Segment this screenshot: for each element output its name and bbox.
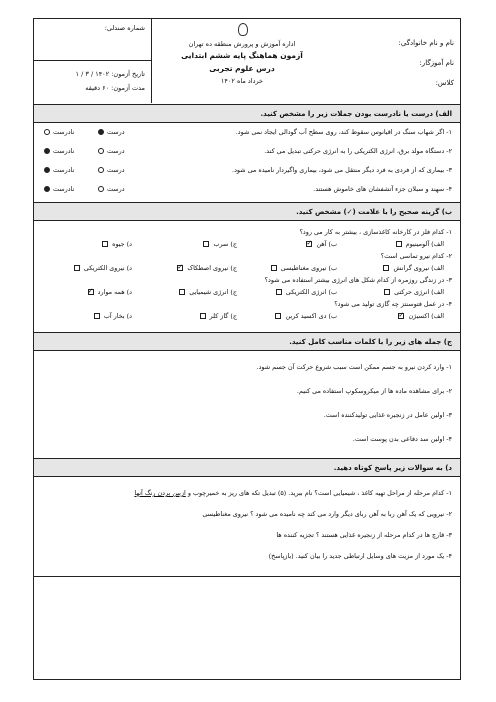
- true-option[interactable]: [98, 123, 125, 142]
- mcq-option[interactable]: [384, 286, 444, 299]
- question-text: ۲- دستگاه مولد برق، انرژی الکتریکی را به انرژی حرکتی تبدیل می کند.: [264, 147, 452, 155]
- short-answer-question: [34, 525, 460, 546]
- option-label: د) همه موارد: [97, 288, 132, 296]
- teacher-label: نام آموزگار:: [419, 59, 454, 67]
- question-rest: است.: [323, 411, 342, 419]
- subject-title: درس علوم تجربی: [209, 64, 275, 73]
- true-option[interactable]: [98, 161, 125, 180]
- mcq-options: [34, 310, 452, 323]
- fill-in-question: [34, 403, 460, 427]
- section-d-body: [34, 477, 460, 577]
- mcq-option[interactable]: [383, 262, 444, 275]
- option-label: ب) آهن: [316, 240, 337, 248]
- question-text: ۳- بیماری که از فردی به فرد دیگر منتقل می شود، بیماری واگیردار نامیده می شود.: [232, 166, 452, 174]
- mcq-options: [34, 262, 452, 275]
- exam-date-duration: [34, 61, 151, 95]
- mcq-option[interactable]: [102, 238, 132, 251]
- option-checkbox[interactable]: [276, 289, 282, 295]
- radio-false[interactable]: [44, 129, 50, 135]
- emblem-icon: [235, 23, 249, 35]
- question-text: ۲- نیرویی که یک آهن ربا به آهن ربای دیگر وارد می کند چه نامیده می شود ؟ نیروی مغناطیسی: [202, 510, 452, 518]
- answer-word[interactable]: تولیدکننده: [341, 411, 368, 419]
- short-answer-question: [34, 546, 460, 567]
- mcq-option[interactable]: [200, 310, 238, 323]
- true-false-question: [34, 180, 460, 199]
- option-checkbox[interactable]: [102, 241, 108, 247]
- option-checkbox[interactable]: [177, 265, 183, 271]
- mcq-option[interactable]: [177, 262, 237, 275]
- option-checkbox[interactable]: [203, 241, 209, 247]
- question-text: ۱- کدام مرحله از مراحل تهیه کاغذ ، شیمیایی است؟ نام ببرید. (۵) تبدیل تکه های ریز به خمیرچوب و: [185, 489, 452, 497]
- option-checkbox[interactable]: [200, 313, 206, 319]
- option-label: ج) سرب: [213, 240, 237, 248]
- exam-meta: [34, 19, 152, 103]
- mcq-options: [34, 238, 452, 251]
- true-label: درست: [107, 185, 125, 193]
- fill-in-question: [34, 427, 460, 451]
- section-b-title: ب) گزینه صحیح را با علامت (✓) مشخص کنید.: [34, 203, 460, 221]
- exam-duration: مدت آزمون: ۶۰ دقیقه: [85, 84, 145, 92]
- question-text: ۲- برای مشاهده ماده ها از: [379, 387, 452, 395]
- option-label: الف) اکسیژن: [408, 312, 444, 320]
- mcq-option[interactable]: [271, 262, 337, 275]
- false-label: نادرست: [53, 185, 75, 193]
- option-checkbox[interactable]: [179, 289, 185, 295]
- option-label: الف) انرژی حرکتی: [394, 288, 444, 296]
- question-text: ۴- سهند و سبلان جزء آتشفشان های خاموش هستند.: [313, 185, 452, 193]
- question-rest: است.: [352, 435, 371, 443]
- false-option[interactable]: [44, 142, 74, 161]
- exam-sheet: [33, 18, 461, 680]
- radio-true[interactable]: [98, 167, 104, 173]
- true-label: درست: [107, 128, 125, 136]
- option-checkbox[interactable]: [383, 265, 389, 271]
- option-checkbox[interactable]: [384, 289, 390, 295]
- option-checkbox[interactable]: [306, 241, 312, 247]
- fill-in-question: [34, 379, 460, 403]
- true-false-question: [34, 142, 460, 161]
- exam-title: آزمون هماهنگ پایه ششم ابتدایی: [181, 51, 303, 60]
- option-label: ج) گاز کلر: [209, 312, 237, 320]
- question-text: ۳- اولین عامل در زنجیره غذایی: [367, 411, 452, 419]
- name-label: نام و نام خانوادگی:: [398, 39, 454, 47]
- exam-titles: [154, 23, 330, 86]
- mcq-options: [34, 286, 452, 299]
- option-checkbox[interactable]: [88, 289, 94, 295]
- question-text: ۴- اولین سد دفاعی بدن: [386, 435, 452, 443]
- radio-false[interactable]: [44, 186, 50, 192]
- mcq-question: ۲- کدام نیرو تماسی است؟: [380, 252, 452, 260]
- seat-label: شماره صندلی:: [104, 24, 145, 32]
- true-label: درست: [107, 147, 125, 155]
- mcq-option[interactable]: [74, 262, 132, 275]
- radio-false[interactable]: [44, 148, 50, 154]
- section-b-body: [34, 221, 460, 333]
- fill-in-question: [34, 355, 460, 379]
- section-a-title: الف) درست یا نادرست بودن جملات زیر را مشخص کنید.: [34, 105, 460, 123]
- mcq-option[interactable]: [88, 286, 132, 299]
- exam-date: تاریخ آزمون: ۱۴۰۲ / ۳ / ۱: [75, 70, 145, 78]
- mcq-option[interactable]: [179, 286, 237, 299]
- false-option[interactable]: [44, 161, 74, 180]
- class-label: کلاس:: [435, 79, 454, 87]
- mcq-question: ۱- کدام فلز در کارخانه کاغذسازی ، بیشتر به کار می رود؟: [299, 228, 452, 236]
- option-label: د) نیروی الکتریکی: [83, 264, 132, 272]
- option-label: ب) انرژی الکتریکی: [285, 288, 337, 296]
- option-label: ب) دی اکسید کربن: [285, 312, 337, 320]
- exam-month: خرداد ماه ۱۴۰۲: [220, 77, 264, 85]
- option-label: د) جیوه: [112, 240, 132, 248]
- false-option[interactable]: [44, 123, 74, 142]
- option-label: ب) نیروی مغناطیسی: [280, 264, 337, 272]
- question-rest: استفاده می کنیم.: [296, 387, 346, 395]
- false-label: نادرست: [53, 128, 75, 136]
- mcq-option[interactable]: [275, 310, 337, 323]
- seat-number-box: [34, 19, 151, 61]
- student-info: [344, 33, 454, 93]
- radio-false[interactable]: [44, 167, 50, 173]
- option-checkbox[interactable]: [271, 265, 277, 271]
- option-label: ج) انرژی شیمیایی: [189, 288, 237, 296]
- short-answer-question: [34, 483, 460, 504]
- option-checkbox[interactable]: [398, 313, 404, 319]
- question-text: ۳- قارچ ها در کدام مرحله از زنجیره غذایی هستند ؟ تجزیه کننده ها: [276, 531, 452, 539]
- short-answer-question: [34, 504, 460, 525]
- answer-word[interactable]: پوست: [370, 435, 387, 443]
- section-c-title: ج) جمله های زیر را با کلمات مناسب کامل کنید.: [34, 333, 460, 351]
- mcq-option[interactable]: [203, 238, 237, 251]
- true-false-question: [34, 123, 460, 142]
- underlined-answer: ازبین بردن رنگ آنها: [134, 489, 186, 497]
- option-label: ج) نیروی اصطکاک: [187, 264, 237, 272]
- true-label: درست: [107, 166, 125, 174]
- true-false-question: [34, 161, 460, 180]
- option-label: الف) نیروی گرانش: [393, 264, 444, 272]
- radio-true[interactable]: [98, 129, 104, 135]
- mcq-question: ۳- در زندگی روزمره از کدام شکل های انرژی بیشتر استفاده می شود؟: [264, 276, 452, 284]
- option-checkbox[interactable]: [396, 241, 402, 247]
- exam-header: [34, 19, 460, 105]
- mcq-option[interactable]: [398, 310, 444, 323]
- answer-word[interactable]: میکروسکوپ: [345, 387, 380, 395]
- radio-true[interactable]: [98, 148, 104, 154]
- option-label: د) بخار آب: [103, 312, 132, 320]
- mcq-option[interactable]: [94, 310, 132, 323]
- option-checkbox[interactable]: [94, 313, 100, 319]
- option-checkbox[interactable]: [275, 313, 281, 319]
- question-text: ۴- یک مورد از مزیت های وسایل ارتباطی جدید را بیان کنید. (بازپاسخ): [268, 552, 452, 560]
- true-option[interactable]: [98, 180, 125, 199]
- question-rest: آن جسم شود.: [256, 363, 297, 371]
- mcq-option[interactable]: [276, 286, 337, 299]
- option-checkbox[interactable]: [74, 265, 80, 271]
- mcq-option[interactable]: [306, 238, 337, 251]
- question-text: ۱- اگر شهاب سنگ در اقیانوس سقوط کند، روی سطح آب گودالی ایجاد نمی شود.: [235, 128, 452, 136]
- answer-word[interactable]: حرکت: [296, 363, 314, 371]
- section-a-body: [34, 123, 460, 203]
- false-option[interactable]: [44, 180, 74, 199]
- false-label: نادرست: [53, 147, 75, 155]
- true-option[interactable]: [98, 142, 125, 161]
- option-label: الف) آلومینیوم: [405, 240, 444, 248]
- mcq-option[interactable]: [396, 238, 444, 251]
- section-c-body: [34, 351, 460, 459]
- radio-true[interactable]: [98, 186, 104, 192]
- section-d-title: د) به سوالات زیر پاسخ کوتاه دهید.: [34, 459, 460, 477]
- false-label: نادرست: [53, 166, 75, 174]
- mcq-question: ۴- در عمل فتوسنتز چه گازی تولید می شود؟: [334, 300, 452, 308]
- question-text: ۱- وارد کردن نیرو به جسم ممکن است سبب شروع: [313, 363, 452, 371]
- org-name: اداره آموزش و پرورش منطقه ده تهران: [188, 40, 296, 48]
